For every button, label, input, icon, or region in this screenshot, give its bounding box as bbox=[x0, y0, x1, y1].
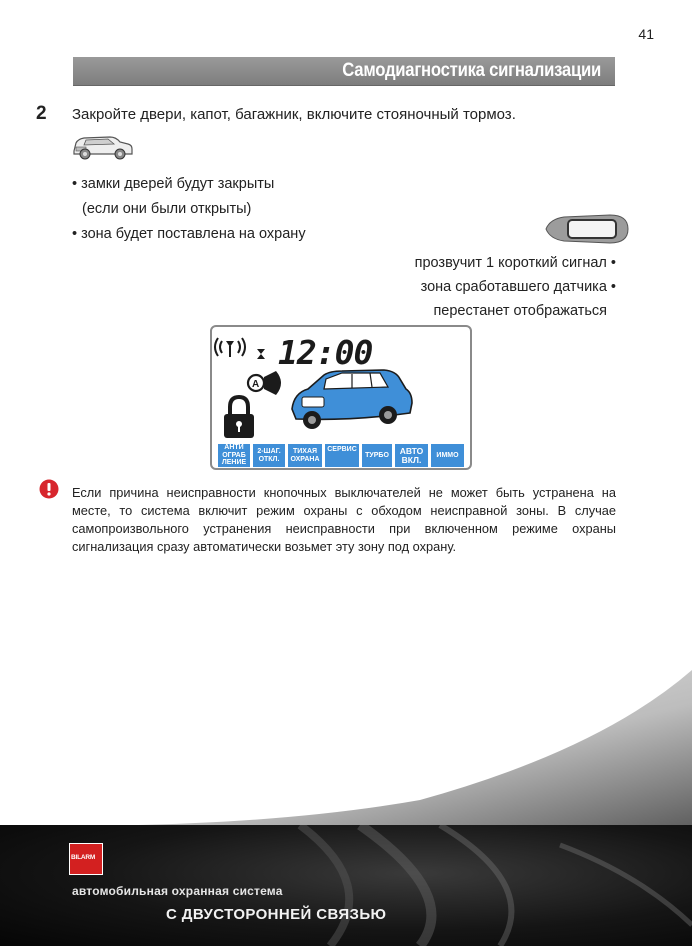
bullet-sensor-zone: зона сработавшего датчика • bbox=[420, 279, 616, 295]
page-curl-decoration bbox=[0, 600, 692, 840]
section-title: Самодиагностика сигнализации bbox=[342, 60, 601, 81]
car-status-icon bbox=[292, 370, 412, 429]
bilarm-logo bbox=[69, 843, 103, 875]
anti-robbery-button: АНТИ ОГРАБ ЛЕНИЕ bbox=[218, 444, 250, 467]
footer-subtitle: С ДВУСТОРОННЕЙ СВЯЗЬЮ bbox=[166, 906, 387, 923]
padlock-icon bbox=[224, 397, 254, 438]
warning-note: Если причина неисправности кнопочных выключателей не может быть устранена на месте, то система включит режим охраны с обходом неисправной зоны. В случае самопроизвольного устранения неисправности при включенном режиме охраны сигнализация сразу автоматически возьмет эту зону под охрану. bbox=[72, 485, 616, 554]
service-label: СЕРВИС bbox=[327, 446, 357, 453]
bullet-zone-armed: • зона будет поставлена на охрану bbox=[72, 226, 306, 242]
turbo-button: ТУРБО bbox=[362, 444, 392, 467]
step-instruction: Закройте двери, капот, багажник, включите стояночный тормоз. bbox=[72, 106, 516, 123]
page-number: 41 bbox=[638, 26, 654, 42]
bullet-doors-locked: • замки дверей будут закрыты bbox=[72, 176, 275, 192]
footer-tagline: автомобильная охранная система bbox=[72, 884, 283, 898]
two-step-disarm-button: 2-ШАГ. ОТКЛ. bbox=[253, 444, 285, 467]
siren-a-icon bbox=[248, 371, 281, 395]
step-number: 2 bbox=[36, 103, 47, 124]
auto-start-button: АВТО ВКЛ. bbox=[395, 444, 428, 467]
section-header bbox=[73, 57, 615, 86]
silent-arm-button: ТИХАЯ ОХРАНА bbox=[288, 444, 322, 467]
key-fob-icon bbox=[544, 211, 630, 247]
hourglass-icon bbox=[257, 349, 265, 359]
svg-text:A: A bbox=[252, 379, 260, 390]
suv-car-icon bbox=[70, 131, 134, 161]
bullet-doors-note: (если они были открыты) bbox=[82, 201, 252, 217]
brand-name: BILARM bbox=[71, 854, 96, 861]
warning-icon bbox=[39, 479, 59, 499]
bullet-short-beep: прозвучит 1 короткий сигнал • bbox=[414, 255, 616, 271]
lcd-clock: 12:00 bbox=[278, 333, 373, 372]
antenna-signal-icon bbox=[215, 338, 245, 357]
immo-button: ИММО bbox=[431, 444, 464, 467]
service-button bbox=[325, 444, 359, 467]
lcd-display bbox=[210, 325, 472, 470]
bullet-stop-display: перестанет отображаться bbox=[433, 303, 607, 319]
